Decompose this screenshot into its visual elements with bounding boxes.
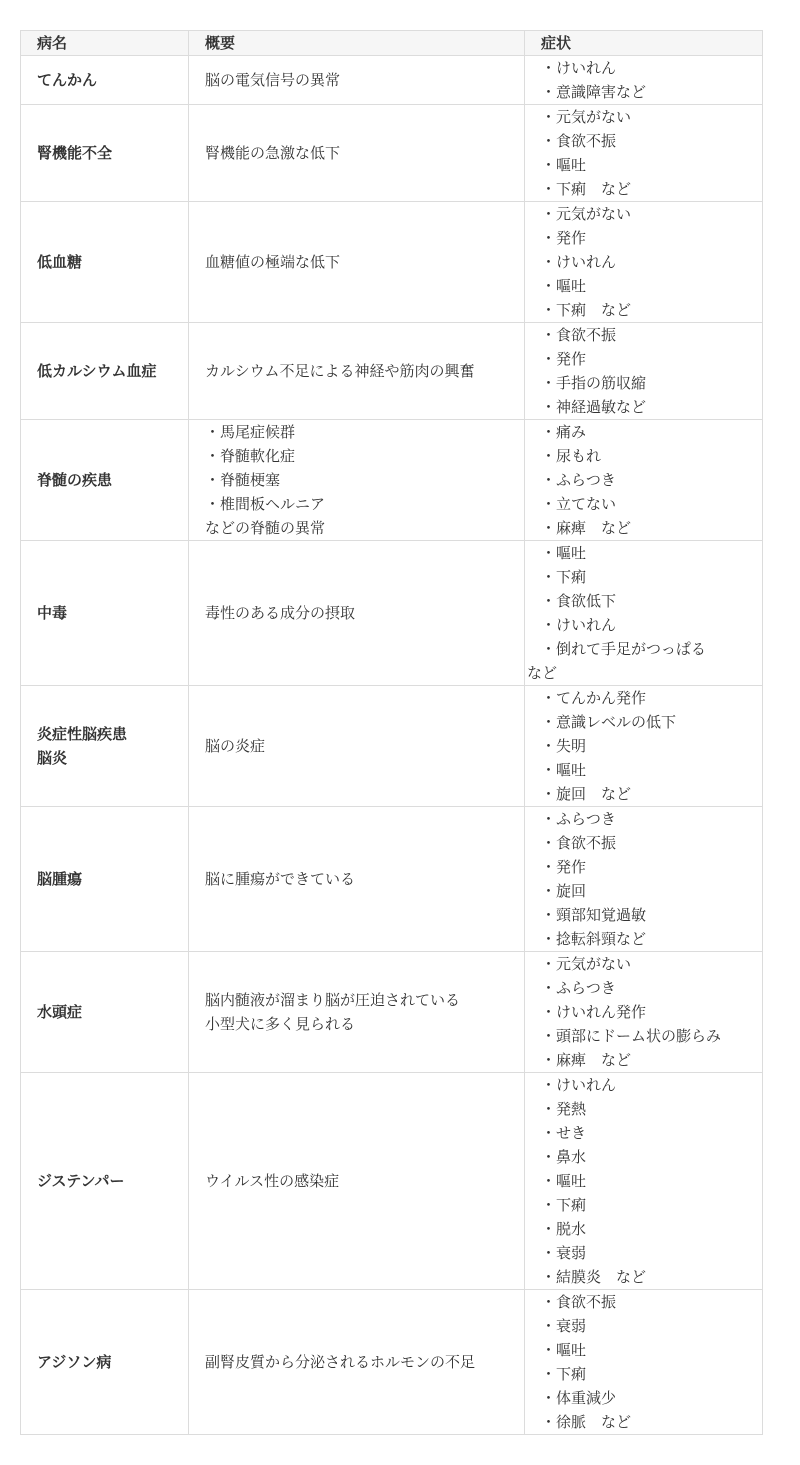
disease-table [20, 30, 763, 1435]
overview-line: 毒性のある成分の摂取 [205, 604, 356, 622]
symptom-item: ・けいれん [541, 616, 617, 634]
overview-line: ・脊髄軟化症 [205, 447, 296, 465]
overview-line: ウイルス性の感染症 [205, 1172, 340, 1190]
symptoms-cell [525, 105, 763, 202]
overview-cell [189, 807, 525, 952]
overview-cell [189, 105, 525, 202]
table-row [21, 807, 763, 952]
symptom-item: ・嘔吐 [541, 761, 587, 779]
header-overview: 概要 [189, 31, 525, 56]
symptom-item: ・嘔吐 [541, 1341, 587, 1359]
table-body [21, 56, 763, 1435]
symptom-item: ・頸部知覚過敏 [541, 906, 647, 924]
symptom-item: ・食欲不振 [541, 326, 617, 344]
disease-name: 水頭症 [37, 1003, 83, 1021]
symptoms-cell [525, 323, 763, 420]
overview-line: ・椎間板ヘルニア [205, 495, 326, 513]
table-row [21, 56, 763, 105]
disease-name-cell [21, 952, 189, 1073]
symptom-item: ・意識レベルの低下 [541, 713, 677, 731]
symptom-item: ・食欲不振 [541, 834, 617, 852]
symptoms-cell [525, 1290, 763, 1435]
symptom-item: ・ふらつき [541, 810, 616, 828]
table-header-row [21, 31, 763, 56]
disease-name-cell [21, 807, 189, 952]
symptom-item: ・発作 [541, 350, 587, 368]
symptom-item: ・ふらつき [541, 471, 616, 489]
overview-line: 脳内髄液が溜まり脳が圧迫されている [205, 991, 461, 1009]
disease-name-cell [21, 1290, 189, 1435]
symptom-item: ・立てない [541, 495, 617, 513]
overview-line: 血糖値の極端な低下 [205, 253, 341, 271]
symptom-item: ・体重減少 [541, 1389, 617, 1407]
disease-name: 低カルシウム血症 [37, 362, 157, 380]
symptom-item: ・ふらつき [541, 979, 616, 997]
symptom-item: ・下痢 [541, 568, 587, 586]
disease-name: 脳炎 [37, 749, 68, 767]
overview-cell [189, 56, 525, 105]
symptom-item: ・下痢 など [541, 301, 632, 319]
disease-name-cell [21, 420, 189, 541]
overview-line: 脳の炎症 [205, 737, 266, 755]
symptom-item: ・嘔吐 [541, 277, 587, 295]
symptom-item: ・頭部にドーム状の膨らみ [541, 1027, 722, 1045]
table-row [21, 1073, 763, 1290]
table-row [21, 202, 763, 323]
overview-line: などの脊髄の異常 [205, 519, 326, 537]
overview-cell [189, 541, 525, 686]
header-disease-name: 病名 [21, 31, 189, 56]
symptoms-cell [525, 686, 763, 807]
symptom-item: ・元気がない [541, 205, 632, 223]
symptom-item: ・倒れて手足がつっぱる [541, 640, 706, 658]
disease-name: アジソン病 [37, 1353, 112, 1371]
table-row [21, 105, 763, 202]
disease-name: 腎機能不全 [37, 144, 113, 162]
disease-name: 脳腫瘍 [37, 870, 83, 888]
symptom-item: ・けいれん [541, 59, 617, 77]
symptom-item: ・脱水 [541, 1220, 587, 1238]
symptom-item: ・捻転斜頸など [541, 930, 647, 948]
symptom-item: ・旋回 [541, 882, 587, 900]
symptom-item: ・嘔吐 [541, 544, 587, 562]
symptoms-cell [525, 807, 763, 952]
symptom-item: ・嘔吐 [541, 1172, 587, 1190]
symptoms-cell [525, 56, 763, 105]
symptom-item: ・麻痺 など [541, 519, 632, 537]
symptom-item: ・発作 [541, 858, 587, 876]
disease-name-cell [21, 686, 189, 807]
symptom-item: ・神経過敏など [541, 398, 647, 416]
symptoms-cell [525, 952, 763, 1073]
symptom-item: ・衰弱 [541, 1244, 587, 1262]
symptoms-cell [525, 541, 763, 686]
disease-name: 中毒 [37, 604, 68, 622]
disease-name: 脊髄の疾患 [37, 471, 113, 489]
symptom-item: ・食欲不振 [541, 1293, 617, 1311]
overview-cell [189, 202, 525, 323]
overview-cell [189, 686, 525, 807]
symptom-item: ・食欲不振 [541, 132, 617, 150]
symptom-item: ・下痢 [541, 1196, 587, 1214]
symptom-item: ・下痢 など [541, 180, 632, 198]
symptom-item: ・発作 [541, 229, 587, 247]
disease-name-cell [21, 1073, 189, 1290]
disease-name: ジステンパー [37, 1172, 125, 1190]
symptoms-cell [525, 202, 763, 323]
disease-name: てんかん [37, 71, 98, 89]
symptom-item: ・結膜炎 など [541, 1268, 647, 1286]
disease-name-cell [21, 541, 189, 686]
overview-line: ・馬尾症候群 [205, 423, 296, 441]
symptom-item: ・徐脈 など [541, 1413, 632, 1431]
overview-cell [189, 420, 525, 541]
table-row [21, 952, 763, 1073]
symptom-item: ・麻痺 など [541, 1051, 632, 1069]
symptom-item: ・元気がない [541, 108, 632, 126]
symptom-item: ・元気がない [541, 955, 632, 973]
symptom-item: ・けいれん [541, 1076, 617, 1094]
table-row [21, 1290, 763, 1435]
disease-name-cell [21, 202, 189, 323]
table-row [21, 541, 763, 686]
symptoms-cell [525, 420, 763, 541]
disease-name: 低血糖 [37, 253, 83, 271]
symptom-item: ・けいれん [541, 253, 617, 271]
overview-line: 脳の電気信号の異常 [205, 71, 341, 89]
table-row [21, 420, 763, 541]
overview-line: 脳に腫瘍ができている [205, 870, 356, 888]
symptom-item: など [527, 664, 558, 682]
symptom-item: ・せき [541, 1124, 587, 1142]
symptoms-cell [525, 1073, 763, 1290]
overview-cell [189, 323, 525, 420]
disease-name: 炎症性脳疾患 [37, 725, 128, 743]
symptom-item: ・嘔吐 [541, 156, 587, 174]
table-row [21, 323, 763, 420]
disease-name-cell [21, 323, 189, 420]
overview-line: ・脊髄梗塞 [205, 471, 281, 489]
disease-table-container [20, 30, 762, 1435]
symptom-item: ・食欲低下 [541, 592, 617, 610]
symptom-item: ・旋回 など [541, 785, 632, 803]
disease-name-cell [21, 56, 189, 105]
overview-cell [189, 952, 525, 1073]
overview-line: 腎機能の急激な低下 [205, 144, 341, 162]
overview-cell [189, 1073, 525, 1290]
symptom-item: ・手指の筋収縮 [541, 374, 647, 392]
overview-line: 副腎皮質から分泌されるホルモンの不足 [205, 1353, 476, 1371]
symptom-item: ・失明 [541, 737, 587, 755]
symptom-item: ・意識障害など [541, 83, 647, 101]
disease-name-cell [21, 105, 189, 202]
overview-line: カルシウム不足による神経や筋肉の興奮 [205, 362, 475, 380]
symptom-item: ・発熱 [541, 1100, 587, 1118]
table-row [21, 686, 763, 807]
header-symptoms: 症状 [525, 31, 763, 56]
symptom-item: ・痛み [541, 423, 587, 441]
symptom-item: ・尿もれ [541, 447, 602, 465]
symptom-item: ・けいれん発作 [541, 1003, 647, 1021]
overview-cell [189, 1290, 525, 1435]
symptom-item: ・衰弱 [541, 1317, 587, 1335]
symptom-item: ・下痢 [541, 1365, 587, 1383]
overview-line: 小型犬に多く見られる [205, 1015, 356, 1033]
symptom-item: ・鼻水 [541, 1148, 587, 1166]
symptom-item: ・てんかん発作 [541, 689, 647, 707]
